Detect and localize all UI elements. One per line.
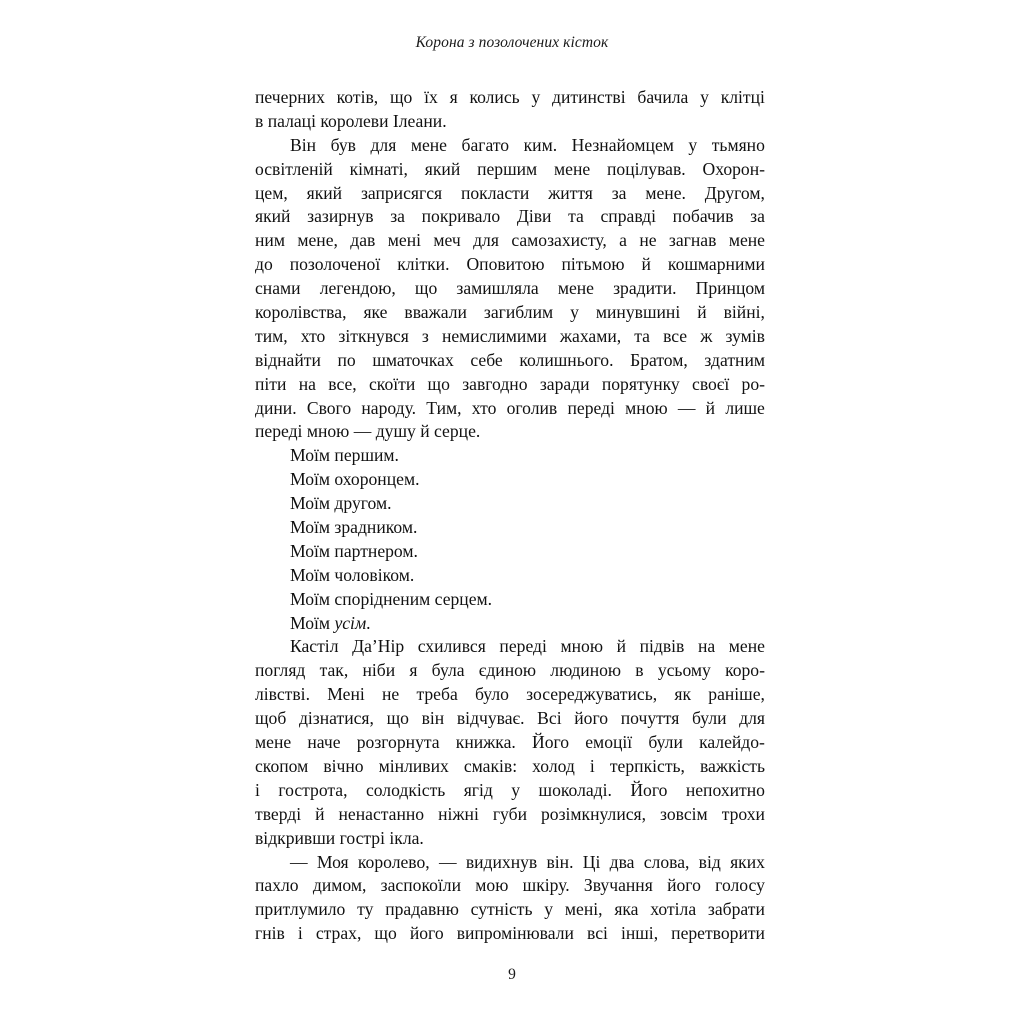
- word: ягід: [463, 779, 493, 800]
- word: за: [750, 206, 765, 227]
- word: тьмяно: [711, 134, 765, 155]
- word: зазирнув: [307, 206, 374, 227]
- word: треба: [416, 684, 458, 705]
- word: та: [568, 206, 584, 227]
- word: кімнаті,: [349, 158, 408, 179]
- word: єдиною: [478, 660, 537, 681]
- text-line: [255, 683, 765, 707]
- word: розгорнута: [356, 732, 440, 753]
- word: мою: [475, 875, 509, 896]
- word: погляд: [255, 660, 306, 681]
- word: по: [337, 349, 356, 370]
- text-line: [255, 659, 765, 683]
- word: холод: [532, 755, 575, 776]
- word: самозахисту,: [511, 230, 607, 251]
- text-line: Моїм першим.: [290, 445, 399, 466]
- word: гострота,: [278, 779, 348, 800]
- word: страх,: [315, 923, 362, 944]
- word: у: [570, 302, 579, 323]
- word: Кастіл: [290, 636, 339, 657]
- word: забрати: [707, 899, 765, 920]
- word: дитинстві: [552, 87, 626, 107]
- word: підвів: [639, 636, 685, 657]
- word: трохи: [721, 803, 765, 824]
- word: зумів: [725, 325, 765, 346]
- word: заради: [539, 373, 590, 394]
- word: так,: [319, 660, 349, 681]
- word: ро-: [741, 373, 765, 394]
- word: мене.: [645, 182, 686, 203]
- word: були: [648, 732, 683, 753]
- word: схилився: [417, 636, 486, 657]
- word: мені,: [564, 899, 603, 920]
- word: покласти: [460, 182, 530, 203]
- word: хто: [300, 325, 326, 346]
- word: життя: [548, 182, 593, 203]
- word: поцілував.: [606, 158, 686, 179]
- word: Да’Нір: [352, 636, 405, 657]
- word: дав: [350, 230, 376, 251]
- word: у: [700, 87, 709, 107]
- word: Моя: [316, 851, 349, 872]
- word: Принцом: [695, 278, 765, 299]
- word: Ці: [582, 851, 601, 872]
- word: Мені: [327, 684, 365, 705]
- text-line: [255, 373, 765, 397]
- word: мене: [728, 636, 765, 657]
- word: мене: [554, 158, 591, 179]
- word: людиною: [550, 660, 622, 681]
- word: в: [635, 660, 644, 681]
- word: видихнув: [465, 851, 538, 872]
- word: меч: [433, 230, 461, 251]
- word: королево,: [357, 851, 430, 872]
- text-line: [255, 325, 765, 349]
- word: цем,: [255, 182, 288, 203]
- word: мене,: [297, 230, 338, 251]
- word: Незнайомцем: [571, 134, 674, 155]
- word: —: [290, 851, 308, 872]
- word: освітленій: [255, 158, 333, 179]
- text-line: Моїм зрадником.: [290, 517, 418, 538]
- word: клітки.: [397, 254, 450, 275]
- word: що: [386, 708, 409, 729]
- word: що: [389, 87, 413, 107]
- word: солодкість: [365, 779, 446, 800]
- text-line: [255, 86, 765, 110]
- word: за: [390, 206, 405, 227]
- word: покривало: [421, 206, 501, 227]
- word: що: [374, 923, 397, 944]
- word: сутність: [470, 899, 533, 920]
- word: його: [574, 708, 609, 729]
- word: який: [255, 206, 291, 227]
- word: від: [698, 851, 721, 872]
- word: і: [297, 923, 303, 944]
- word: мною: [625, 397, 668, 418]
- word: перетворити: [671, 923, 765, 944]
- word: шматочках: [372, 349, 454, 370]
- word: Він: [290, 134, 317, 155]
- word: відчуває.: [456, 708, 525, 729]
- word: багато: [461, 134, 510, 155]
- word: завгодно: [462, 373, 528, 394]
- word: для: [473, 230, 499, 251]
- word: снами: [255, 278, 301, 299]
- word: і: [589, 755, 595, 776]
- word: Оповитою: [466, 254, 545, 275]
- word: себе: [470, 349, 503, 370]
- text-line: [255, 803, 765, 827]
- word: до: [255, 254, 273, 275]
- word: й: [616, 636, 626, 657]
- word: два: [609, 851, 635, 872]
- word: вважали: [404, 302, 467, 323]
- word: лівстві.: [255, 684, 310, 705]
- word: скоїти: [368, 373, 416, 394]
- word: зосереджуватись,: [526, 684, 658, 705]
- word: гнів: [255, 923, 285, 944]
- word: що: [427, 373, 450, 394]
- text-line: Моїм другом.: [290, 493, 392, 514]
- word: у: [688, 134, 698, 155]
- word: димом,: [312, 875, 367, 896]
- text-line: відкривши гострі ікла.: [255, 827, 424, 848]
- word: їх: [424, 87, 438, 107]
- text-line: [290, 851, 765, 875]
- word: віднайти: [255, 349, 321, 370]
- word: мене: [557, 278, 594, 299]
- text-line: [255, 874, 765, 898]
- word: та: [634, 325, 650, 346]
- text-line: [255, 755, 765, 779]
- word: і: [255, 779, 260, 800]
- word: —: [438, 851, 457, 872]
- word: емоції: [585, 732, 633, 753]
- word: загиблим: [483, 302, 554, 323]
- word: шкіру.: [522, 875, 570, 896]
- word: немислимими: [441, 325, 547, 346]
- word: шоколаді.: [538, 779, 612, 800]
- word: Охорон-: [702, 158, 765, 179]
- text-line: [255, 182, 765, 206]
- word: почуття: [620, 708, 680, 729]
- word: лише: [725, 397, 765, 418]
- word: все,: [328, 373, 357, 394]
- word: народу.: [361, 397, 417, 418]
- word: —: [677, 397, 696, 418]
- word: порятунку: [601, 373, 680, 394]
- word: зовсім: [660, 803, 708, 824]
- text-line: в палаці королеви Ілеани.: [255, 110, 447, 131]
- word: на: [697, 636, 716, 657]
- word: усьому: [657, 660, 711, 681]
- text-line: Моїм усім.: [290, 612, 371, 633]
- word: Звучання: [583, 875, 653, 896]
- word: скопом: [255, 755, 309, 776]
- word: що: [414, 278, 438, 299]
- word: мінливих: [378, 755, 449, 776]
- body-text-block: [255, 86, 765, 946]
- word: Його: [531, 732, 570, 753]
- word: тим,: [255, 325, 288, 346]
- word: все: [663, 325, 688, 346]
- word: побачив: [672, 206, 734, 227]
- word: колишнього.: [519, 349, 614, 370]
- word: пітьмою: [561, 254, 625, 275]
- word: випромінювали: [456, 923, 574, 944]
- word: ту: [357, 899, 374, 920]
- word: наче: [307, 732, 341, 753]
- word: не: [639, 230, 657, 251]
- word: кошмарними: [667, 254, 765, 275]
- text-line: Моїм охоронцем.: [290, 469, 420, 490]
- text-line: [255, 253, 765, 277]
- word: як: [674, 684, 692, 705]
- word: Всі: [537, 708, 562, 729]
- word: була: [431, 660, 465, 681]
- text-line: Моїм партнером.: [290, 540, 418, 561]
- word: всі: [586, 923, 608, 944]
- word: який: [306, 182, 343, 203]
- word: клітці: [720, 87, 765, 107]
- word: розімкнулися,: [540, 803, 647, 824]
- word: ким.: [523, 134, 558, 155]
- word: ненастанно: [338, 803, 425, 824]
- word: вічно: [323, 755, 364, 776]
- word: й: [315, 803, 325, 824]
- word: й: [697, 302, 707, 323]
- word: було: [475, 684, 509, 705]
- word: прадавню: [385, 899, 459, 920]
- page-number: 9: [508, 966, 516, 983]
- word: ж: [700, 325, 713, 346]
- word: мене: [255, 732, 292, 753]
- word: слова,: [643, 851, 690, 872]
- text-line: [255, 779, 765, 803]
- word: яке: [363, 302, 388, 323]
- word: не: [382, 684, 400, 705]
- word: Другом,: [704, 182, 765, 203]
- word: важкість: [699, 755, 765, 776]
- word: дізнатися,: [298, 708, 374, 729]
- word: щоб: [255, 708, 287, 729]
- word: були: [692, 708, 727, 729]
- word: калейдо-: [699, 732, 765, 753]
- word: своєї: [692, 373, 730, 394]
- word: який: [424, 158, 461, 179]
- word: він.: [546, 851, 574, 872]
- word: Свого: [306, 397, 352, 418]
- word: Діви: [516, 206, 552, 227]
- text-line: [255, 731, 765, 755]
- word: для: [370, 134, 397, 155]
- running-head: Корона з позолочених кісток: [415, 34, 609, 51]
- text-line: [255, 349, 765, 373]
- text-line: [255, 277, 765, 301]
- word: минувшині: [595, 302, 681, 323]
- word: тверді: [255, 803, 302, 824]
- word: його: [667, 875, 701, 896]
- word: яка: [614, 899, 639, 920]
- word: пахло: [255, 875, 299, 896]
- word: позолоченої: [289, 254, 381, 275]
- word: а: [619, 230, 627, 251]
- word: з: [421, 325, 429, 346]
- word: й: [705, 397, 716, 418]
- word: він: [421, 708, 445, 729]
- word: легендою,: [319, 278, 396, 299]
- word: був: [330, 134, 356, 155]
- word: у: [511, 779, 521, 800]
- word: переді: [499, 636, 547, 657]
- word: на: [298, 373, 316, 394]
- word: Його: [630, 779, 668, 800]
- text-line: [255, 397, 765, 421]
- word: загнав: [668, 230, 717, 251]
- word: у: [544, 899, 554, 920]
- text-line: Моїм чоловіком.: [290, 564, 415, 585]
- word: оголив: [506, 397, 558, 418]
- word: ним: [255, 230, 285, 251]
- word: голосу: [715, 875, 765, 896]
- word: ніби: [362, 660, 396, 681]
- word: у: [531, 87, 541, 107]
- word: для: [739, 708, 765, 729]
- word: хто: [471, 397, 497, 418]
- word: заспокоїли: [380, 875, 461, 896]
- word: за: [611, 182, 627, 203]
- word: непохитно: [685, 779, 765, 800]
- word: Братом,: [630, 349, 688, 370]
- word: першим: [477, 158, 538, 179]
- word: й: [641, 254, 651, 275]
- word: дини.: [255, 397, 297, 418]
- word: смаків:: [463, 755, 518, 776]
- text-line: [255, 707, 765, 731]
- word: яких: [730, 851, 765, 872]
- word: котів,: [336, 87, 379, 107]
- text-line: [255, 158, 765, 182]
- text-line: переді мною — душу й серце.: [255, 421, 481, 442]
- text-line: [255, 898, 765, 922]
- word: Тим,: [426, 397, 462, 418]
- word: книжка.: [455, 732, 516, 753]
- word: хотіла: [650, 899, 697, 920]
- word: коро-: [725, 660, 765, 681]
- word: губи: [492, 803, 527, 824]
- word: я: [449, 87, 458, 107]
- word: справді: [600, 206, 657, 227]
- word: бачила: [637, 87, 689, 107]
- word: мені: [387, 230, 421, 251]
- text-line: [255, 301, 765, 325]
- word: жахами,: [559, 325, 622, 346]
- word: піти: [255, 373, 287, 394]
- word: зіткнувся: [338, 325, 409, 346]
- word: його: [409, 923, 444, 944]
- text-line: Моїм спорідненим серцем.: [290, 588, 493, 609]
- word: я: [409, 660, 418, 681]
- word: раніше,: [708, 684, 765, 705]
- word: заприсягся: [360, 182, 443, 203]
- word: здатним: [704, 349, 765, 370]
- word: зрадити.: [613, 278, 677, 299]
- word: ніжні: [438, 803, 479, 824]
- word: переді: [567, 397, 615, 418]
- word: мене: [410, 134, 447, 155]
- word: мене: [728, 230, 765, 251]
- word: королівства,: [255, 302, 347, 323]
- word: печерних: [255, 87, 325, 107]
- text-line: [255, 922, 765, 946]
- word: війні,: [723, 302, 765, 323]
- word: колись: [469, 87, 520, 107]
- text-line: [255, 229, 765, 253]
- text-line: [255, 205, 765, 229]
- text-line: [290, 635, 765, 659]
- word: замишляла: [456, 278, 539, 299]
- word: інші,: [620, 923, 659, 944]
- word: притлумило: [255, 899, 346, 920]
- text-line: [290, 134, 765, 158]
- word: мною: [560, 636, 603, 657]
- word: терпкість,: [609, 755, 685, 776]
